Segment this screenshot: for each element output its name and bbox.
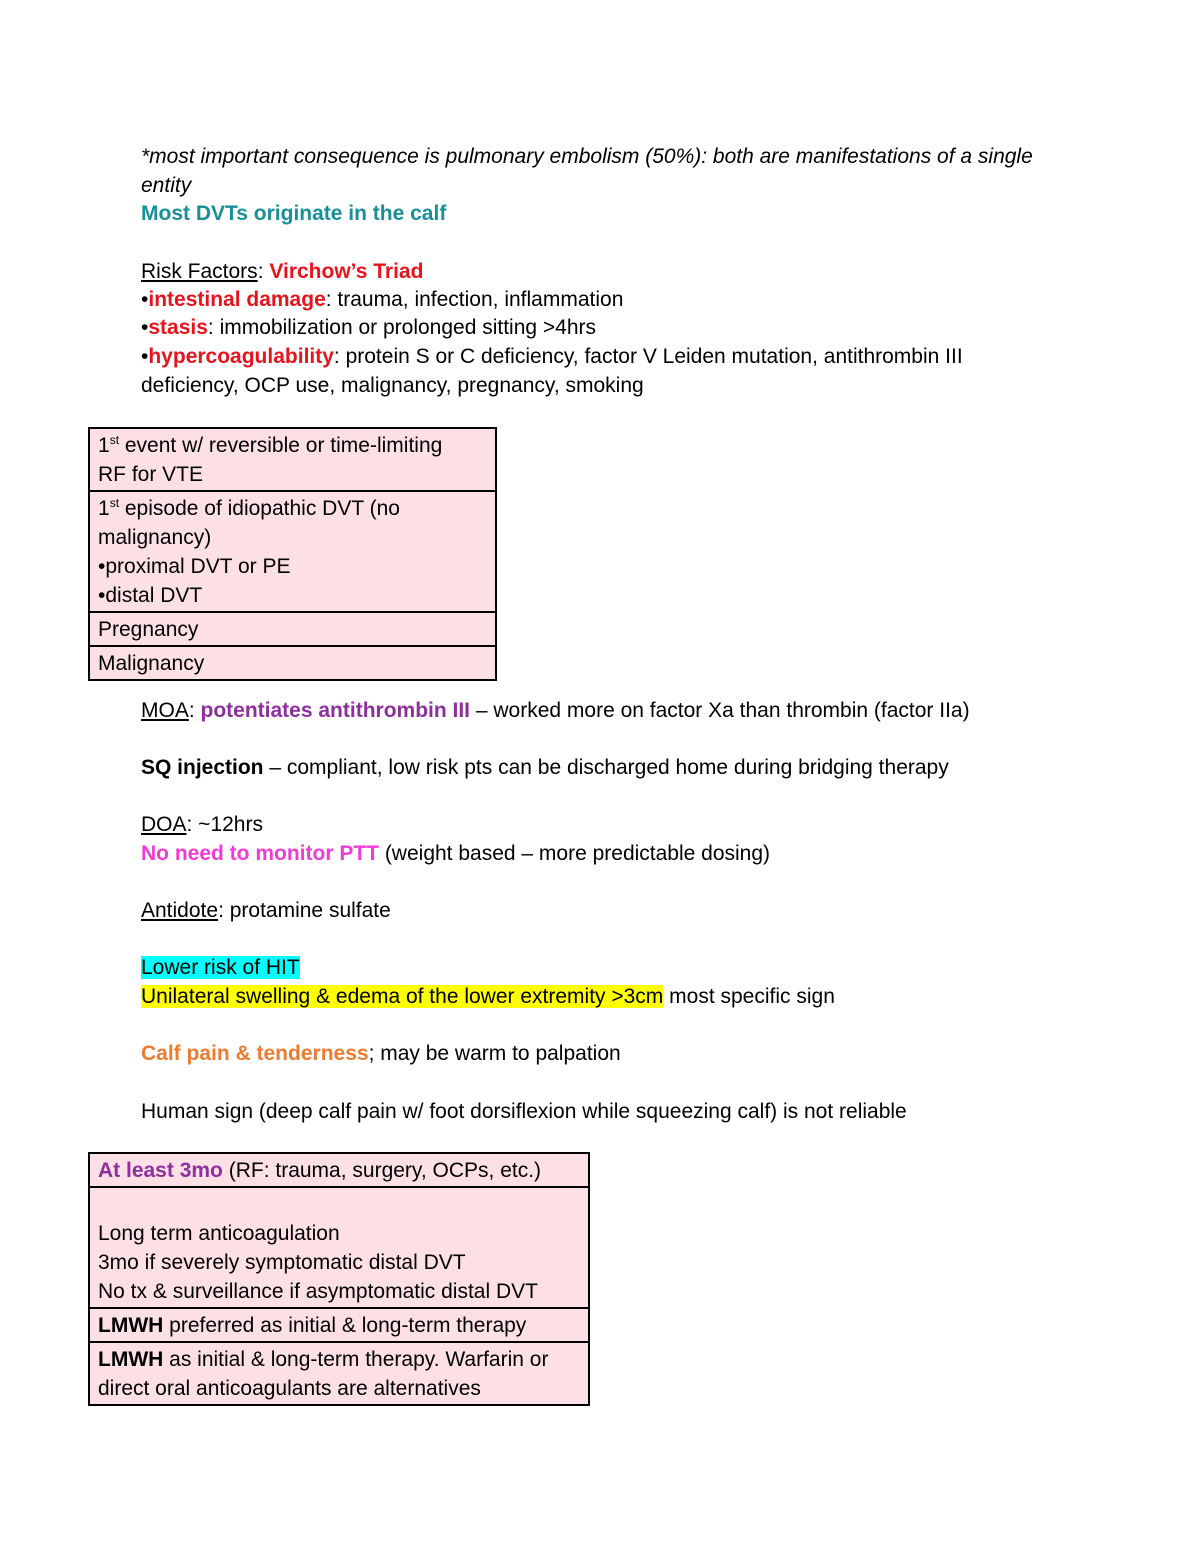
- sq-injection-line: SQ injection – compliant, low risk pts can be discharged home during bridging therapy: [141, 756, 949, 779]
- intro-line-2: entity: [141, 174, 192, 197]
- table-row: At least 3mo (RF: trauma, surgery, OCPs, etc.): [89, 1153, 589, 1187]
- table-row: Malignancy: [89, 646, 496, 680]
- risk-item-3: •hypercoagulability: protein S or C deficiency, factor V Leiden mutation, antithrombin III: [141, 345, 963, 368]
- vte-duration-table-1: [88, 427, 497, 681]
- ptt-line: No need to monitor PTT (weight based – more predictable dosing): [141, 842, 771, 865]
- swelling-line: Unilateral swelling & edema of the lower extremity >3cm most specific sign: [141, 985, 835, 1008]
- table-row: 1st event w/ reversible or time-limiting RF for VTE: [89, 428, 496, 491]
- human-sign-line: Human sign (deep calf pain w/ foot dorsiflexion while squeezing calf) is not reliable: [141, 1100, 907, 1123]
- antidote-line: Antidote: protamine sulfate: [141, 899, 391, 922]
- calf-pain-line: Calf pain & tenderness; may be warm to palpation: [141, 1042, 621, 1065]
- risk-item-2: •stasis: immobilization or prolonged sitting >4hrs: [141, 316, 597, 339]
- virchows-triad: Virchow’s Triad: [269, 260, 424, 283]
- calf-origin-note: Most DVTs originate in the calf: [141, 202, 447, 225]
- risk-factors-label: Risk Factors: [141, 260, 258, 283]
- table-row: LMWH preferred as initial & long-term therapy: [89, 1308, 589, 1342]
- table-row: 1st episode of idiopathic DVT (no malignancy) •proximal DVT or PE •distal DVT: [89, 491, 496, 612]
- table-row: LMWH as initial & long-term therapy. Warfarin or direct oral anticoagulants are alternatives: [89, 1342, 589, 1405]
- table-row: Long term anticoagulation 3mo if severely symptomatic distal DVT No tx & surveillance if asymptomatic distal DVT: [89, 1187, 589, 1308]
- doa-line: DOA: ~12hrs: [141, 813, 263, 836]
- intro-line-1: *most important consequence is pulmonary embolism (50%): both are manifestations of a single: [141, 145, 1033, 168]
- table-row: Pregnancy: [89, 612, 496, 646]
- hit-line: Lower risk of HIT: [141, 956, 300, 979]
- risk-factors-heading: Risk Factors: Virchow’s Triad: [141, 260, 424, 283]
- vte-duration-table-2: [88, 1152, 590, 1406]
- moa-line: MOA: potentiates antithrombin III – worked more on factor Xa than thrombin (factor IIa): [141, 699, 970, 722]
- risk-item-3-continued: deficiency, OCP use, malignancy, pregnancy, smoking: [141, 374, 644, 397]
- risk-item-1: •intestinal damage: trauma, infection, inflammation: [141, 288, 624, 311]
